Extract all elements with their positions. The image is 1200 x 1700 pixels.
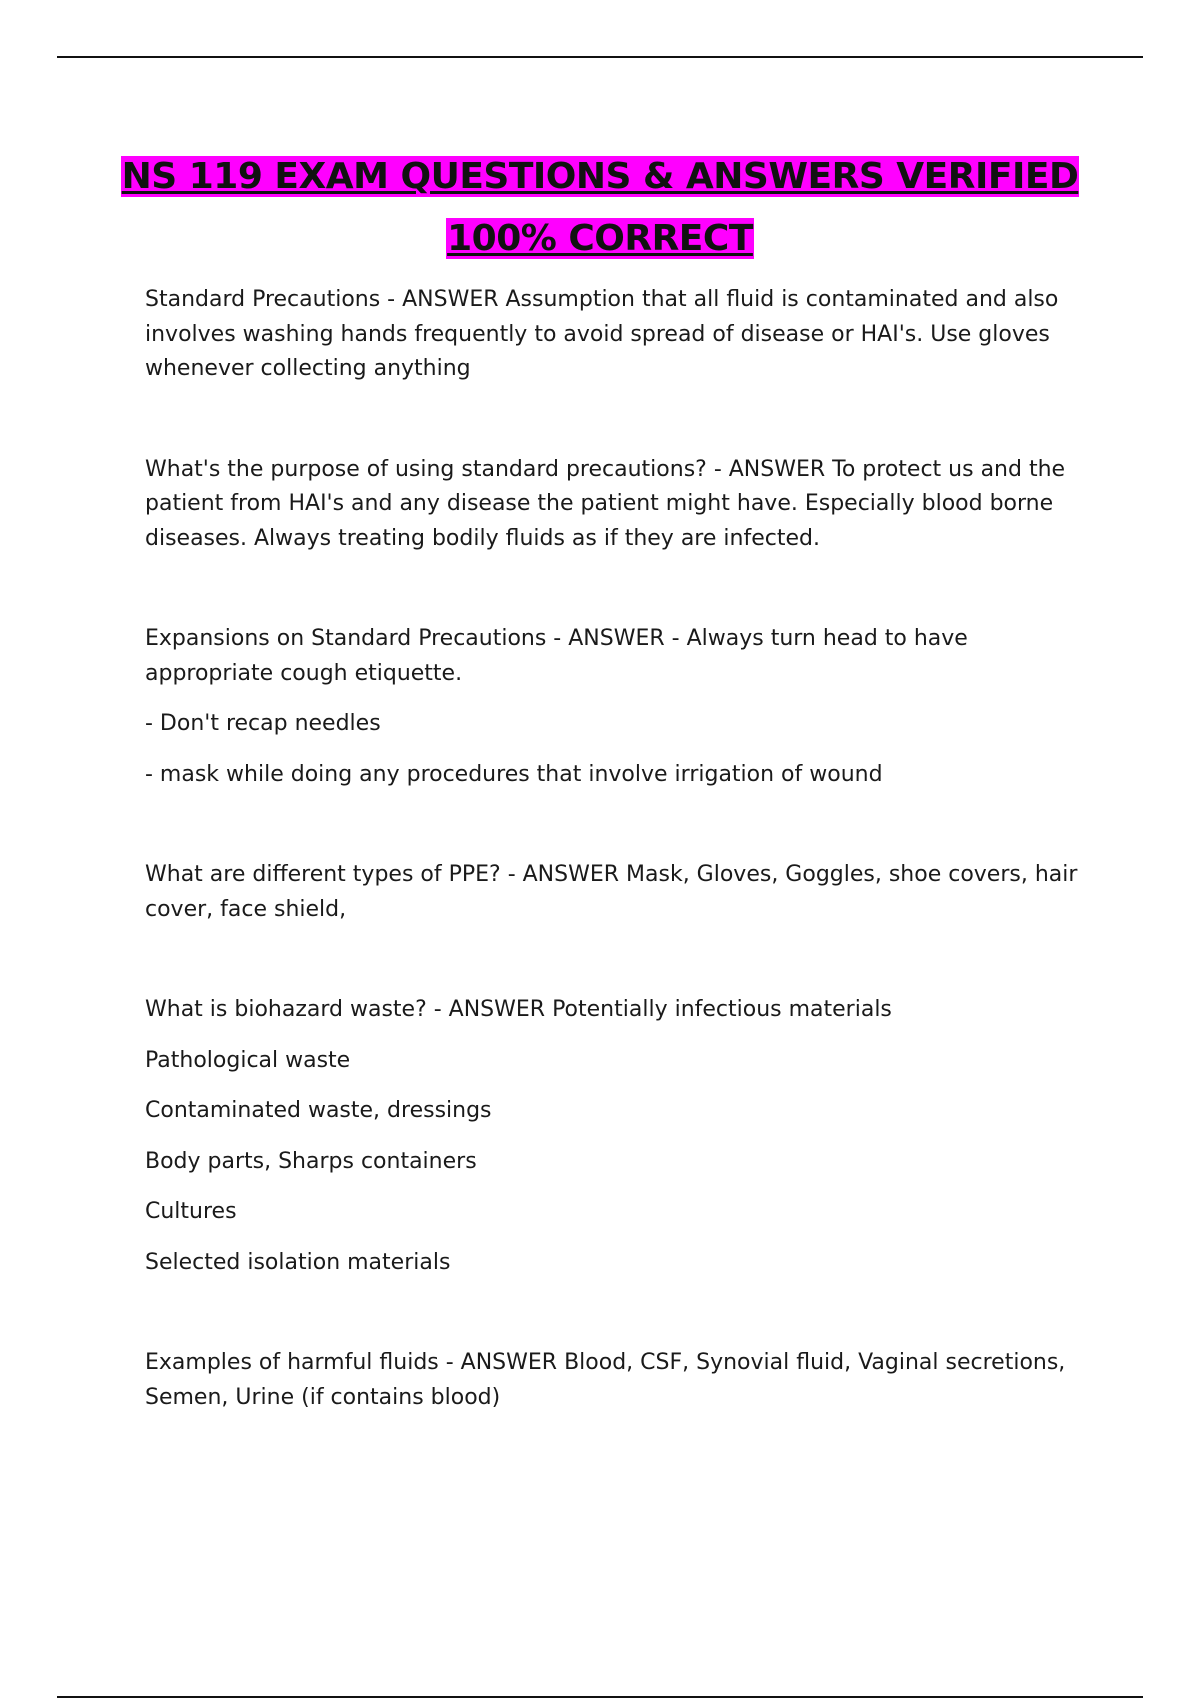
title-line-1: NS 119 EXAM QUESTIONS & ANSWERS VERIFIED bbox=[121, 156, 1079, 197]
qa-item bbox=[145, 283, 1085, 387]
title-line-2: 100% CORRECT bbox=[447, 218, 753, 259]
qa-extra-line: Selected isolation materials bbox=[145, 1249, 451, 1275]
qa-extra-line: Contaminated waste, dressings bbox=[145, 1098, 492, 1123]
qa-text: Standard Precautions - ANSWER Assumption that all fluid is contaminated and also involves washing hands frequently to avoid spread of disease or HAI's. Use gloves whenever collecting anything bbox=[145, 287, 1059, 381]
qa-text: Examples of harmful fluids - ANSWER Blood, CSF, Synovial fluid, Vaginal secretions, Semen, Urine (if contains blood) bbox=[145, 1350, 1066, 1410]
qa-item bbox=[145, 1346, 1085, 1415]
qa-text: What are different types of PPE? - ANSWER Mask, Gloves, Goggles, shoe covers, hair cover, face shield, bbox=[145, 862, 1078, 922]
qa-item bbox=[145, 622, 1085, 792]
qa-text: What's the purpose of using standard precautions? - ANSWER To protect us and the patient from HAI's and any disease the patient might have. Especially blood borne diseases. Always treating bodily fluids as if they are infected. bbox=[145, 456, 1066, 551]
qa-extra-line: - Don't recap needles bbox=[145, 711, 381, 736]
qa-text: Expansions on Standard Precautions - ANSWER - Always turn head to have appropriate cough etiquette. bbox=[145, 626, 968, 686]
document-title bbox=[0, 146, 1200, 270]
qa-extra-line: Pathological waste bbox=[145, 1047, 351, 1073]
qa-extra-line: Cultures bbox=[145, 1199, 237, 1224]
bottom-divider bbox=[57, 1696, 1143, 1698]
qa-item bbox=[145, 993, 1085, 1280]
qa-extra-line: - mask while doing any procedures that involve irrigation of wound bbox=[145, 761, 883, 787]
qa-list bbox=[145, 283, 1085, 1415]
top-divider bbox=[57, 56, 1143, 58]
qa-item bbox=[145, 858, 1085, 927]
qa-item bbox=[145, 453, 1085, 557]
qa-text: What is biohazard waste? - ANSWER Potentially infectious materials bbox=[145, 997, 892, 1022]
qa-extra-line: Body parts, Sharps containers bbox=[145, 1148, 477, 1174]
